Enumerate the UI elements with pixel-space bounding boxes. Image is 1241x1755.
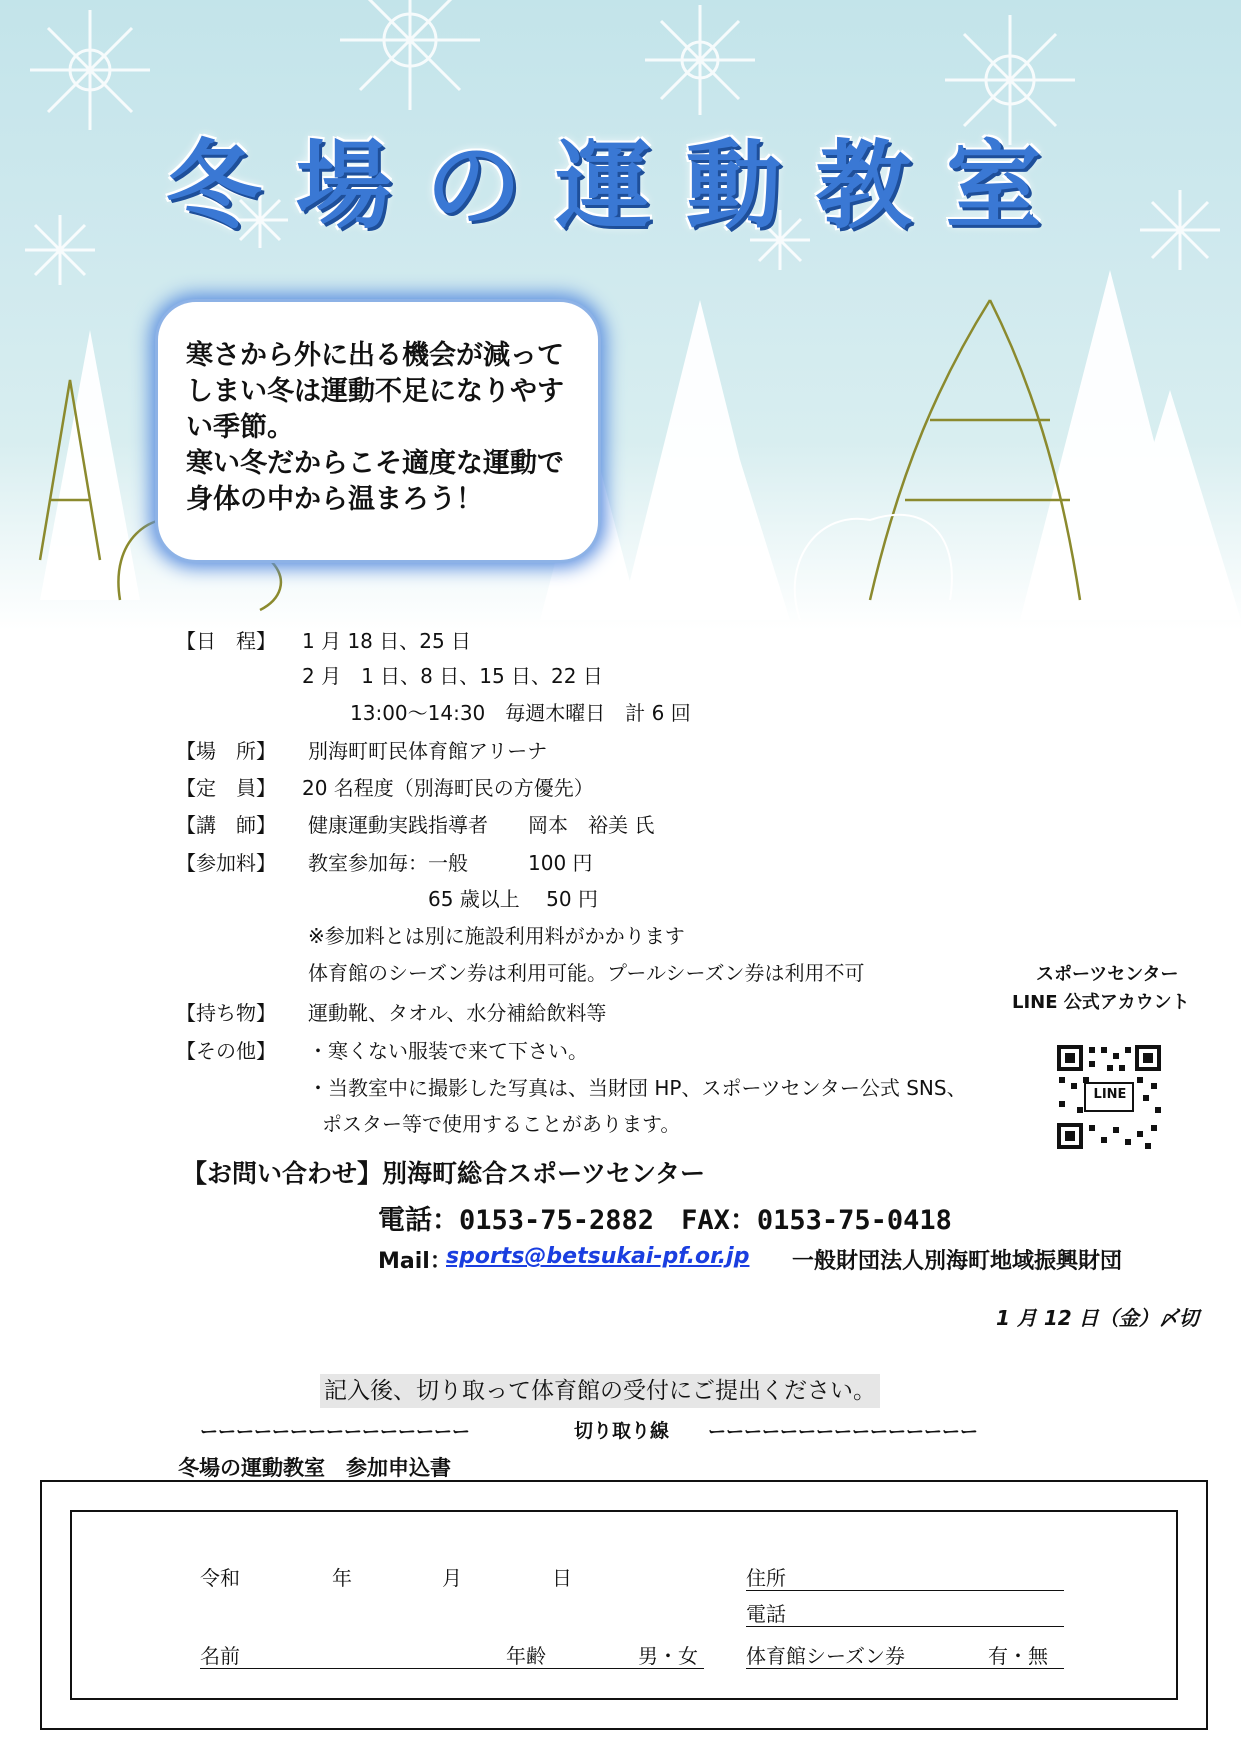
form-season-pass-label: 体育館シーズン券 <box>746 1644 905 1668</box>
line-account-title: スポーツセンター <box>1036 964 1179 985</box>
cut-line-dashes-right: ーーーーーーーーーーーーーーー <box>708 1422 978 1443</box>
other-line-3: ポスター等で使用することがあります。 <box>322 1112 681 1136</box>
form-name-field[interactable] <box>200 1668 704 1669</box>
contact-heading: 【お問い合わせ】別海町総合スポーツセンター <box>182 1159 706 1188</box>
organization-name: 一般財団法人別海町地域振興財団 <box>792 1249 1123 1274</box>
contact-mail-label: Mail： <box>378 1249 452 1274</box>
form-address-field[interactable] <box>746 1590 1064 1591</box>
fee-line-2: 65 歳以上 50 円 <box>428 887 598 911</box>
form-year-label: 年 <box>332 1566 352 1590</box>
form-title: 冬場の運動教室 参加申込書 <box>178 1456 451 1480</box>
intro-line: 寒い冬だからこそ適度な運動で <box>186 448 564 479</box>
mail-address[interactable]: sports@betsukai-pf.or.jp <box>446 1244 750 1269</box>
intro-line: 身体の中から温まろう！ <box>186 484 483 515</box>
fee-label: 【参加料】 <box>176 851 276 875</box>
form-age-label: 年齢 <box>506 1644 546 1668</box>
intro-line: い季節。 <box>186 412 294 443</box>
fee-note-1: ※参加料とは別に施設利用料がかかります <box>308 924 685 948</box>
deadline: 1 月 12 日（金）〆切 <box>996 1306 1199 1330</box>
form-day-label: 日 <box>552 1566 572 1590</box>
instructor-value: 健康運動実践指導者 岡本 裕美 氏 <box>308 813 655 837</box>
form-phone-label: 電話 <box>746 1602 786 1626</box>
form-month-label: 月 <box>442 1566 462 1590</box>
other-line-2: ・当教室中に撮影した写真は、当財団 HP、スポーツセンター公式 SNS、 <box>308 1076 967 1100</box>
intro-line: 寒さから外に出る機会が減って <box>186 340 564 371</box>
form-gender-choice[interactable]: 男・女 <box>638 1644 698 1668</box>
intro-line: しまい冬は運動不足になりやす <box>186 376 564 407</box>
items-value: 運動靴、タオル、水分補給飲料等 <box>308 1001 607 1025</box>
form-phone-field[interactable] <box>746 1626 1064 1627</box>
line-account-subtitle: LINE 公式アカウント <box>1012 992 1190 1013</box>
place-value: 別海町町民体育館アリーナ <box>308 739 548 763</box>
form-season-pass-field[interactable] <box>746 1668 1064 1669</box>
capacity-label: 【定 員】 <box>176 776 276 800</box>
form-reiwa-label: 令和 <box>200 1566 240 1590</box>
schedule-line-1: 1 月 18 日、25 日 <box>302 629 472 653</box>
fee-note-2: 体育館のシーズン券は利用可能。プールシーズン券は利用不可 <box>308 961 865 985</box>
intro-text <box>186 338 596 518</box>
cut-instruction: 記入後、切り取って体育館の受付にご提出ください。 <box>320 1374 880 1408</box>
fee-line-1: 教室参加毎：一般 100 円 <box>308 851 593 875</box>
cut-line-dashes-left: ーーーーーーーーーーーーーーー <box>200 1422 470 1443</box>
qr-logo-text: LINE <box>1093 1087 1127 1102</box>
schedule-line-2: 2 月 1 日、8 日、15 日、22 日 <box>302 664 603 688</box>
contact-mail-link[interactable] <box>446 1244 749 1269</box>
application-form-inner-border <box>70 1510 1178 1700</box>
page-title: 冬場の運動教室 <box>165 130 1076 242</box>
other-line-1: ・寒くない服装で来て下さい。 <box>308 1039 588 1063</box>
capacity-value: 20 名程度（別海町民の方優先） <box>302 776 594 800</box>
form-address-label: 住所 <box>746 1566 786 1590</box>
items-label: 【持ち物】 <box>176 1001 276 1025</box>
schedule-label: 【日 程】 <box>176 629 276 653</box>
other-label: 【その他】 <box>176 1039 276 1063</box>
contact-phone-fax: 電話：0153-75-2882 FAX：0153-75-0418 <box>378 1205 952 1236</box>
form-season-pass-choice[interactable]: 有・無 <box>988 1644 1048 1668</box>
form-name-label: 名前 <box>200 1644 240 1668</box>
place-label: 【場 所】 <box>176 739 276 763</box>
schedule-line-3: 13:00～14:30 毎週木曜日 計 6 回 <box>350 701 691 725</box>
instructor-label: 【講 師】 <box>176 813 276 837</box>
cut-line-label: 切り取り線 <box>574 1420 670 1442</box>
